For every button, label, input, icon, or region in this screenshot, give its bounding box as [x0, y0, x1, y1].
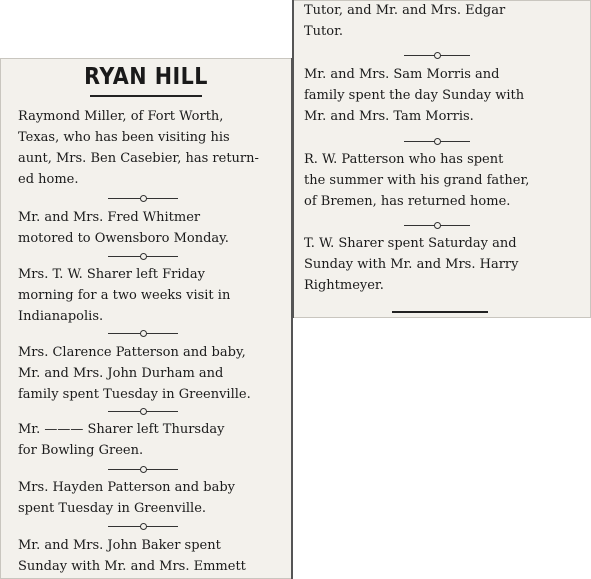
news-item: Mrs. Clarence Patterson and baby, Mr. and Mrs. John Durham and family spent Tuesday in Greenville. — [18, 345, 251, 402]
news-item: R. W. Patterson who has spent the summer with his grand father, of Bremen, has returned home. — [304, 152, 530, 209]
item-separator — [108, 333, 178, 334]
item-separator — [404, 225, 470, 226]
news-item: Mrs. Hayden Patterson and baby spent Tuesday in Greenville. — [18, 480, 236, 516]
news-item: Mr. and Mrs. Sam Morris and family spent the day Sunday with Mr. and Mrs. Tam Morris. — [304, 67, 525, 124]
news-item: Tutor, and Mr. and Mrs. Edgar Tutor. — [304, 3, 506, 39]
news-item: T. W. Sharer spent Saturday and Sunday with Mr. and Mrs. Harry Rightmeyer. — [304, 236, 519, 293]
news-item: Mr. ——— Sharer left Thursday for Bowling Green. — [18, 422, 225, 458]
item-separator — [108, 526, 178, 527]
item-separator — [108, 198, 178, 199]
right-column-rule — [292, 0, 294, 318]
end-rule — [392, 311, 488, 313]
news-item: Mr. and Mrs. John Baker spent Sunday with Mr. and Mrs. Emmett — [18, 538, 246, 574]
item-separator — [108, 411, 178, 412]
news-item: Raymond Miller, of Fort Worth, Texas, who has been visiting his aunt, Mrs. Ben Casebier, has return- ed home. — [18, 109, 259, 187]
item-separator — [108, 469, 178, 470]
headline: RYAN HILL — [84, 64, 208, 90]
news-item: Mrs. T. W. Sharer left Friday morning for a two weeks visit in Indianapolis. — [18, 267, 231, 324]
headline-rule — [90, 95, 202, 97]
item-separator — [108, 256, 178, 257]
item-separator — [404, 141, 470, 142]
item-separator — [404, 55, 470, 56]
news-item: Mr. and Mrs. Fred Whitmer motored to Owensboro Monday. — [18, 210, 229, 246]
